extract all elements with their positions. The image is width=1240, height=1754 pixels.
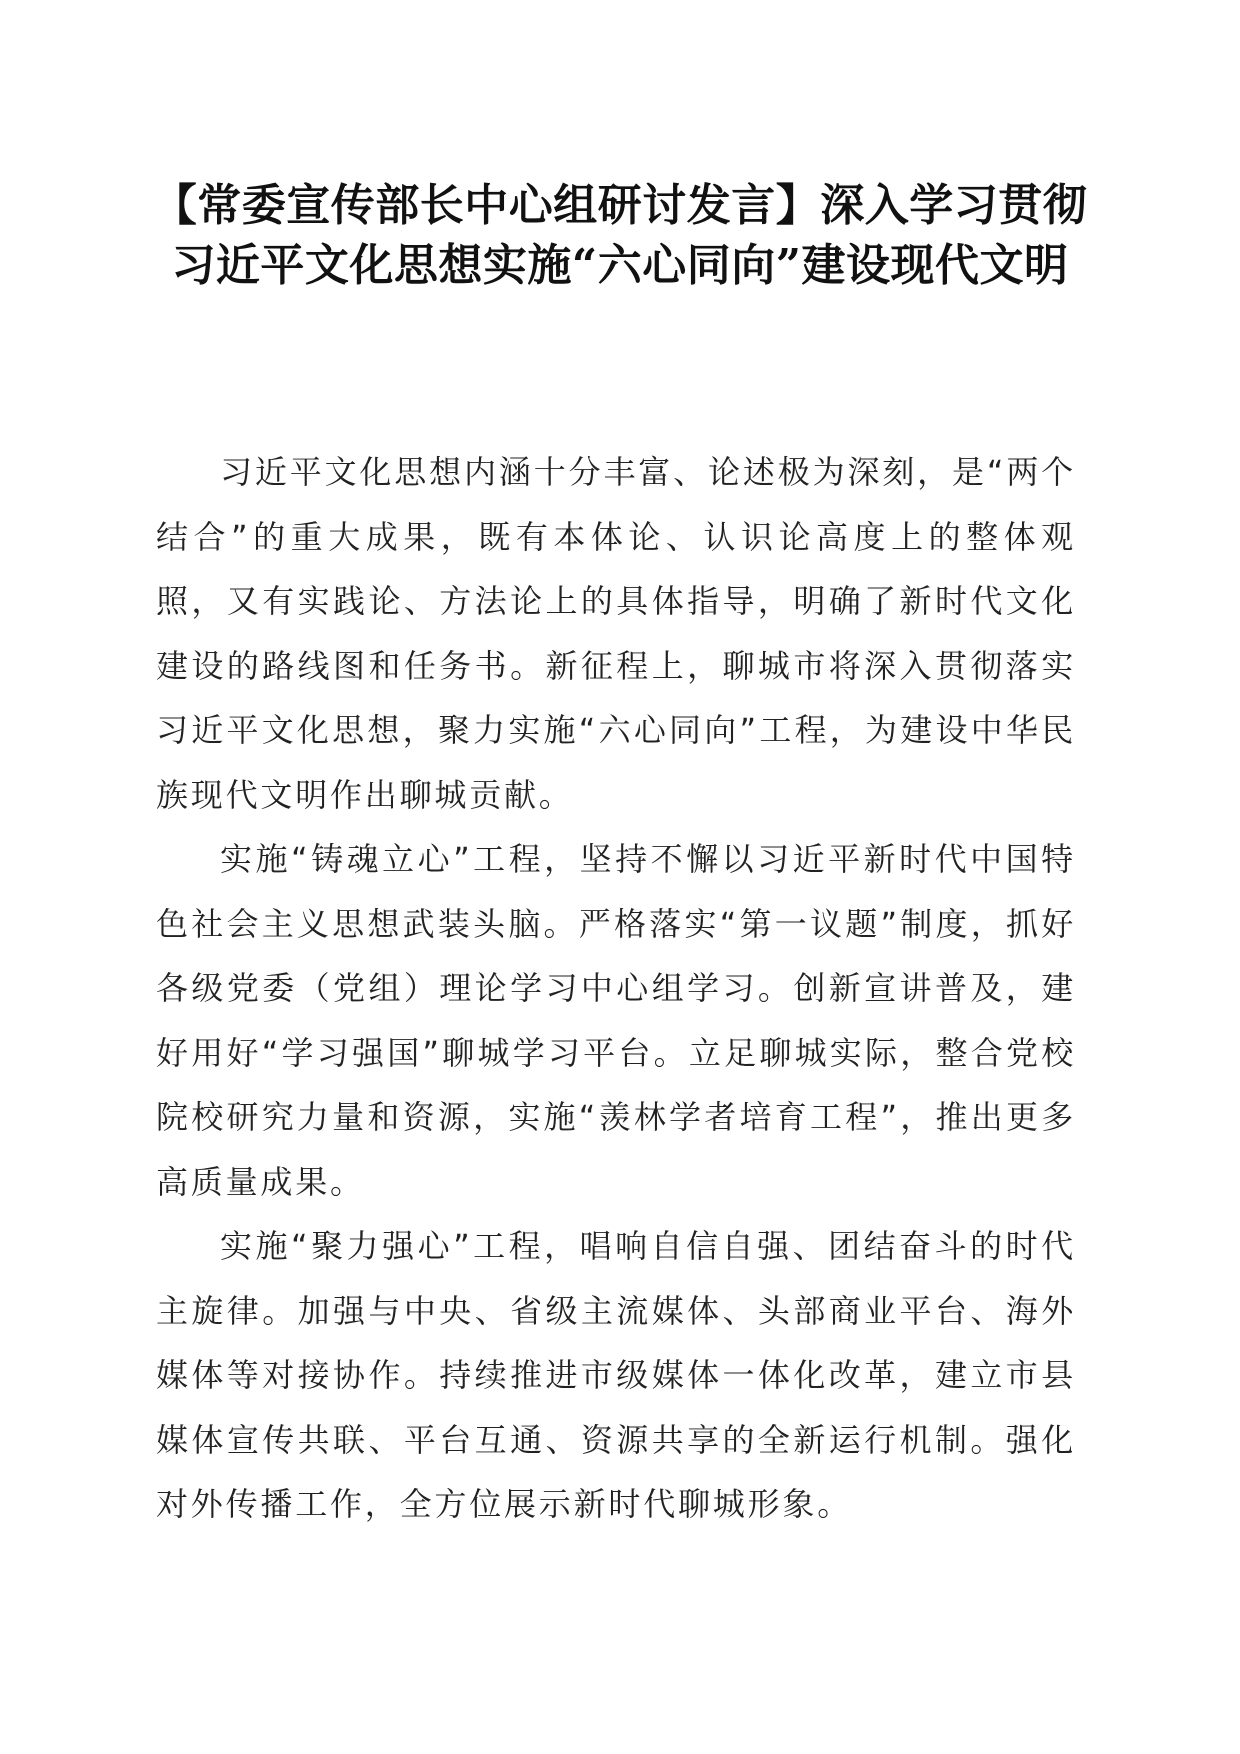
paragraph: 习近平文化思想内涵十分丰富、论述极为深刻，是“两个结合”的重大成果，既有本体论、认识论高度上的整体观照，又有实践论、方法论上的具体指导，明确了新时代文化建设的路线图和任务书。新征程上，聊城市将深入贯彻落实习近平文化思想，聚力实施“六心同向”工程，为建设中华民族现代文明作出聊城贡献。 bbox=[156, 453, 1076, 814]
paragraph: 实施“聚力强心”工程，唱响自信自强、团结奋斗的时代主旋律。加强与中央、省级主流媒体、头部商业平台、海外媒体等对接协作。持续推进市级媒体一体化改革，建立市县媒体宣传共联、平台互通、资源共享的全新运行机制。强化对外传播工作，全方位展示新时代聊城形象。 bbox=[156, 1227, 1076, 1523]
document-body bbox=[156, 440, 1076, 1537]
paragraph: 实施“铸魂立心”工程，坚持不懈以习近平新时代中国特色社会主义思想武装头脑。严格落实“第一议题”制度，抓好各级党委（党组）理论学习中心组学习。创新宣讲普及，建好用好“学习强国”聊城学习平台。立足聊城实际，整合党校院校研究力量和资源，实施“羡林学者培育工程”，推出更多高质量成果。 bbox=[156, 840, 1076, 1201]
document-title: 【常委宣传部长中心组研讨发言】深入学习贯彻习近平文化思想实施“六心同向”建设现代文明 bbox=[152, 180, 1088, 291]
